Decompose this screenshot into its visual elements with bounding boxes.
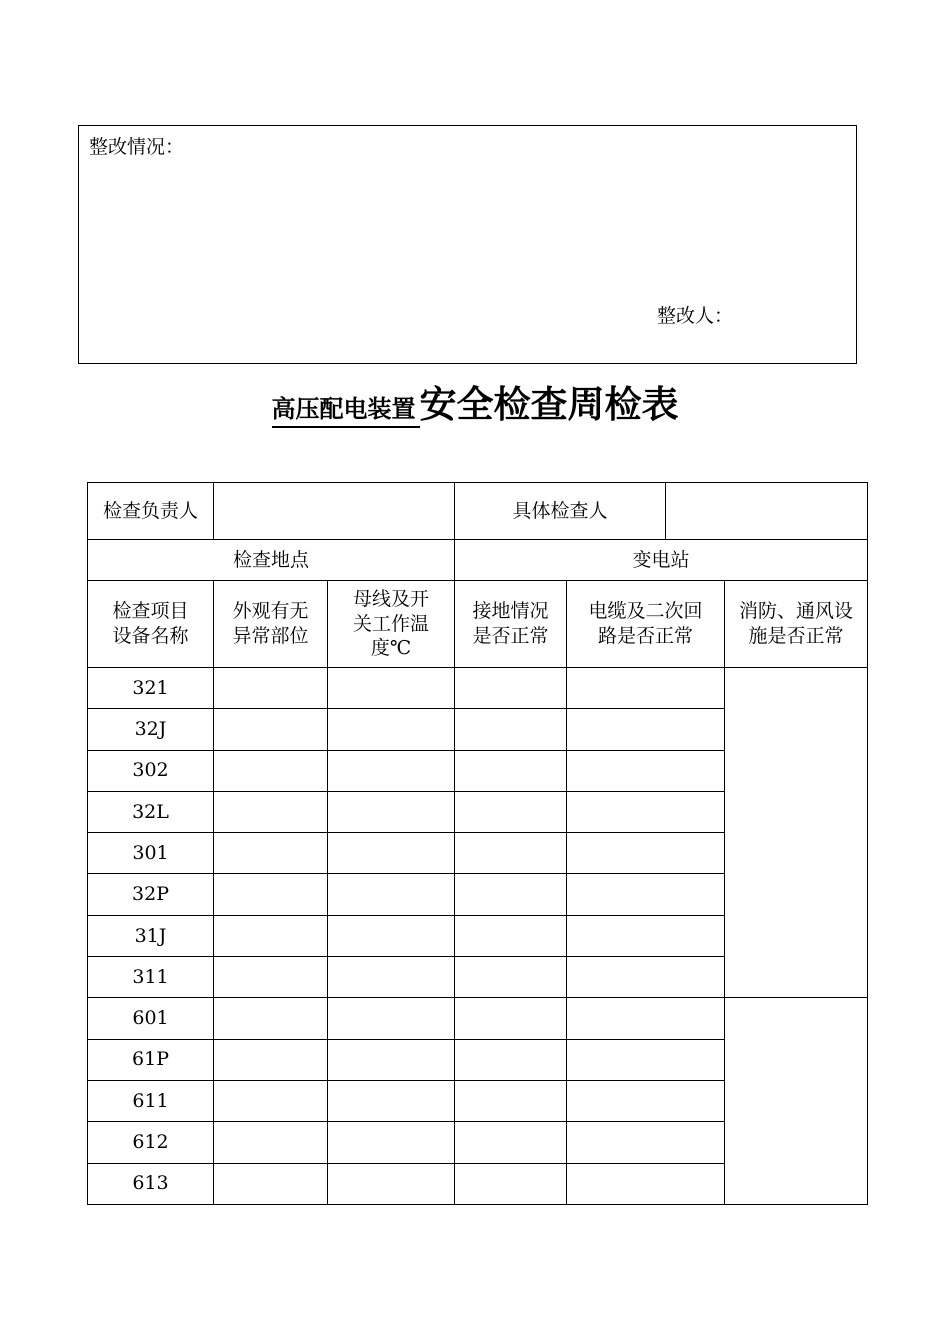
grounding-cell[interactable]	[455, 874, 567, 915]
equipment-name: 31J	[88, 915, 214, 956]
inspector-label: 具体检查人	[455, 483, 666, 540]
temperature-cell[interactable]	[328, 957, 455, 998]
appearance-cell[interactable]	[214, 915, 328, 956]
temperature-cell[interactable]	[328, 1122, 455, 1163]
temperature-cell[interactable]	[328, 1039, 455, 1080]
header-row	[88, 581, 868, 668]
temperature-cell[interactable]	[328, 709, 455, 750]
leader-label: 检查负责人	[88, 483, 214, 540]
grounding-cell[interactable]	[455, 668, 567, 709]
equipment-name: 301	[88, 833, 214, 874]
temperature-cell[interactable]	[328, 1080, 455, 1121]
header-temperature: 母线及开 关工作温 度℃	[328, 581, 455, 668]
appearance-cell[interactable]	[214, 874, 328, 915]
cable-cell[interactable]	[567, 1080, 725, 1121]
equipment-name: 611	[88, 1080, 214, 1121]
appearance-cell[interactable]	[214, 791, 328, 832]
appearance-cell[interactable]	[214, 1122, 328, 1163]
header-item-name: 检查项目 设备名称	[88, 581, 214, 668]
appearance-cell[interactable]	[214, 709, 328, 750]
cable-cell[interactable]	[567, 668, 725, 709]
cable-cell[interactable]	[567, 1039, 725, 1080]
appearance-cell[interactable]	[214, 957, 328, 998]
grounding-cell[interactable]	[455, 833, 567, 874]
temperature-cell[interactable]	[328, 750, 455, 791]
title-device: 高压配电装置	[272, 389, 420, 428]
header-grounding: 接地情况 是否正常	[455, 581, 567, 668]
grounding-cell[interactable]	[455, 957, 567, 998]
equipment-name: 321	[88, 668, 214, 709]
rectification-person-label: 整改人：	[657, 305, 734, 327]
grounding-cell[interactable]	[455, 1039, 567, 1080]
equipment-name: 32L	[88, 791, 214, 832]
temperature-cell[interactable]	[328, 1163, 455, 1204]
appearance-cell[interactable]	[214, 998, 328, 1039]
inspection-form	[87, 482, 868, 1205]
appearance-cell[interactable]	[214, 833, 328, 874]
appearance-cell[interactable]	[214, 750, 328, 791]
appearance-cell[interactable]	[214, 1039, 328, 1080]
leader-value[interactable]	[214, 483, 455, 540]
grounding-cell[interactable]	[455, 1122, 567, 1163]
fire-ventilation-cell[interactable]	[725, 998, 868, 1204]
temperature-cell[interactable]	[328, 915, 455, 956]
header-fire-ventilation: 消防、通风设 施是否正常	[725, 581, 868, 668]
table-row	[88, 668, 868, 709]
temperature-cell[interactable]	[328, 998, 455, 1039]
fire-ventilation-cell[interactable]	[725, 668, 868, 998]
cable-cell[interactable]	[567, 915, 725, 956]
inspector-value[interactable]	[666, 483, 868, 540]
temperature-cell[interactable]	[328, 833, 455, 874]
rectification-box	[78, 125, 857, 364]
grounding-cell[interactable]	[455, 791, 567, 832]
temperature-cell[interactable]	[328, 874, 455, 915]
grounding-cell[interactable]	[455, 750, 567, 791]
grounding-cell[interactable]	[455, 915, 567, 956]
cable-cell[interactable]	[567, 998, 725, 1039]
cable-cell[interactable]	[567, 791, 725, 832]
appearance-cell[interactable]	[214, 668, 328, 709]
location-row	[88, 540, 868, 581]
grounding-cell[interactable]	[455, 1163, 567, 1204]
cable-cell[interactable]	[567, 1122, 725, 1163]
temperature-cell[interactable]	[328, 791, 455, 832]
cable-cell[interactable]	[567, 750, 725, 791]
grounding-cell[interactable]	[455, 709, 567, 750]
equipment-name: 613	[88, 1163, 214, 1204]
rectification-label: 整改情况：	[89, 136, 185, 158]
temperature-cell[interactable]	[328, 668, 455, 709]
equipment-name: 612	[88, 1122, 214, 1163]
appearance-cell[interactable]	[214, 1163, 328, 1204]
equipment-name: 311	[88, 957, 214, 998]
equipment-name: 601	[88, 998, 214, 1039]
location-value: 变电站	[455, 540, 868, 581]
appearance-cell[interactable]	[214, 1080, 328, 1121]
cable-cell[interactable]	[567, 874, 725, 915]
grounding-cell[interactable]	[455, 1080, 567, 1121]
cable-cell[interactable]	[567, 709, 725, 750]
location-label: 检查地点	[88, 540, 455, 581]
cable-cell[interactable]	[567, 957, 725, 998]
equipment-name: 61P	[88, 1039, 214, 1080]
grounding-cell[interactable]	[455, 998, 567, 1039]
cable-cell[interactable]	[567, 1163, 725, 1204]
table-row	[88, 998, 868, 1039]
equipment-name: 32J	[88, 709, 214, 750]
cable-cell[interactable]	[567, 833, 725, 874]
page-title	[0, 374, 950, 428]
equipment-name: 302	[88, 750, 214, 791]
equipment-name: 32P	[88, 874, 214, 915]
title-main: 安全检查周检表	[419, 383, 679, 426]
leader-row	[88, 483, 868, 540]
header-appearance: 外观有无 异常部位	[214, 581, 328, 668]
header-cable: 电缆及二次回 路是否正常	[567, 581, 725, 668]
